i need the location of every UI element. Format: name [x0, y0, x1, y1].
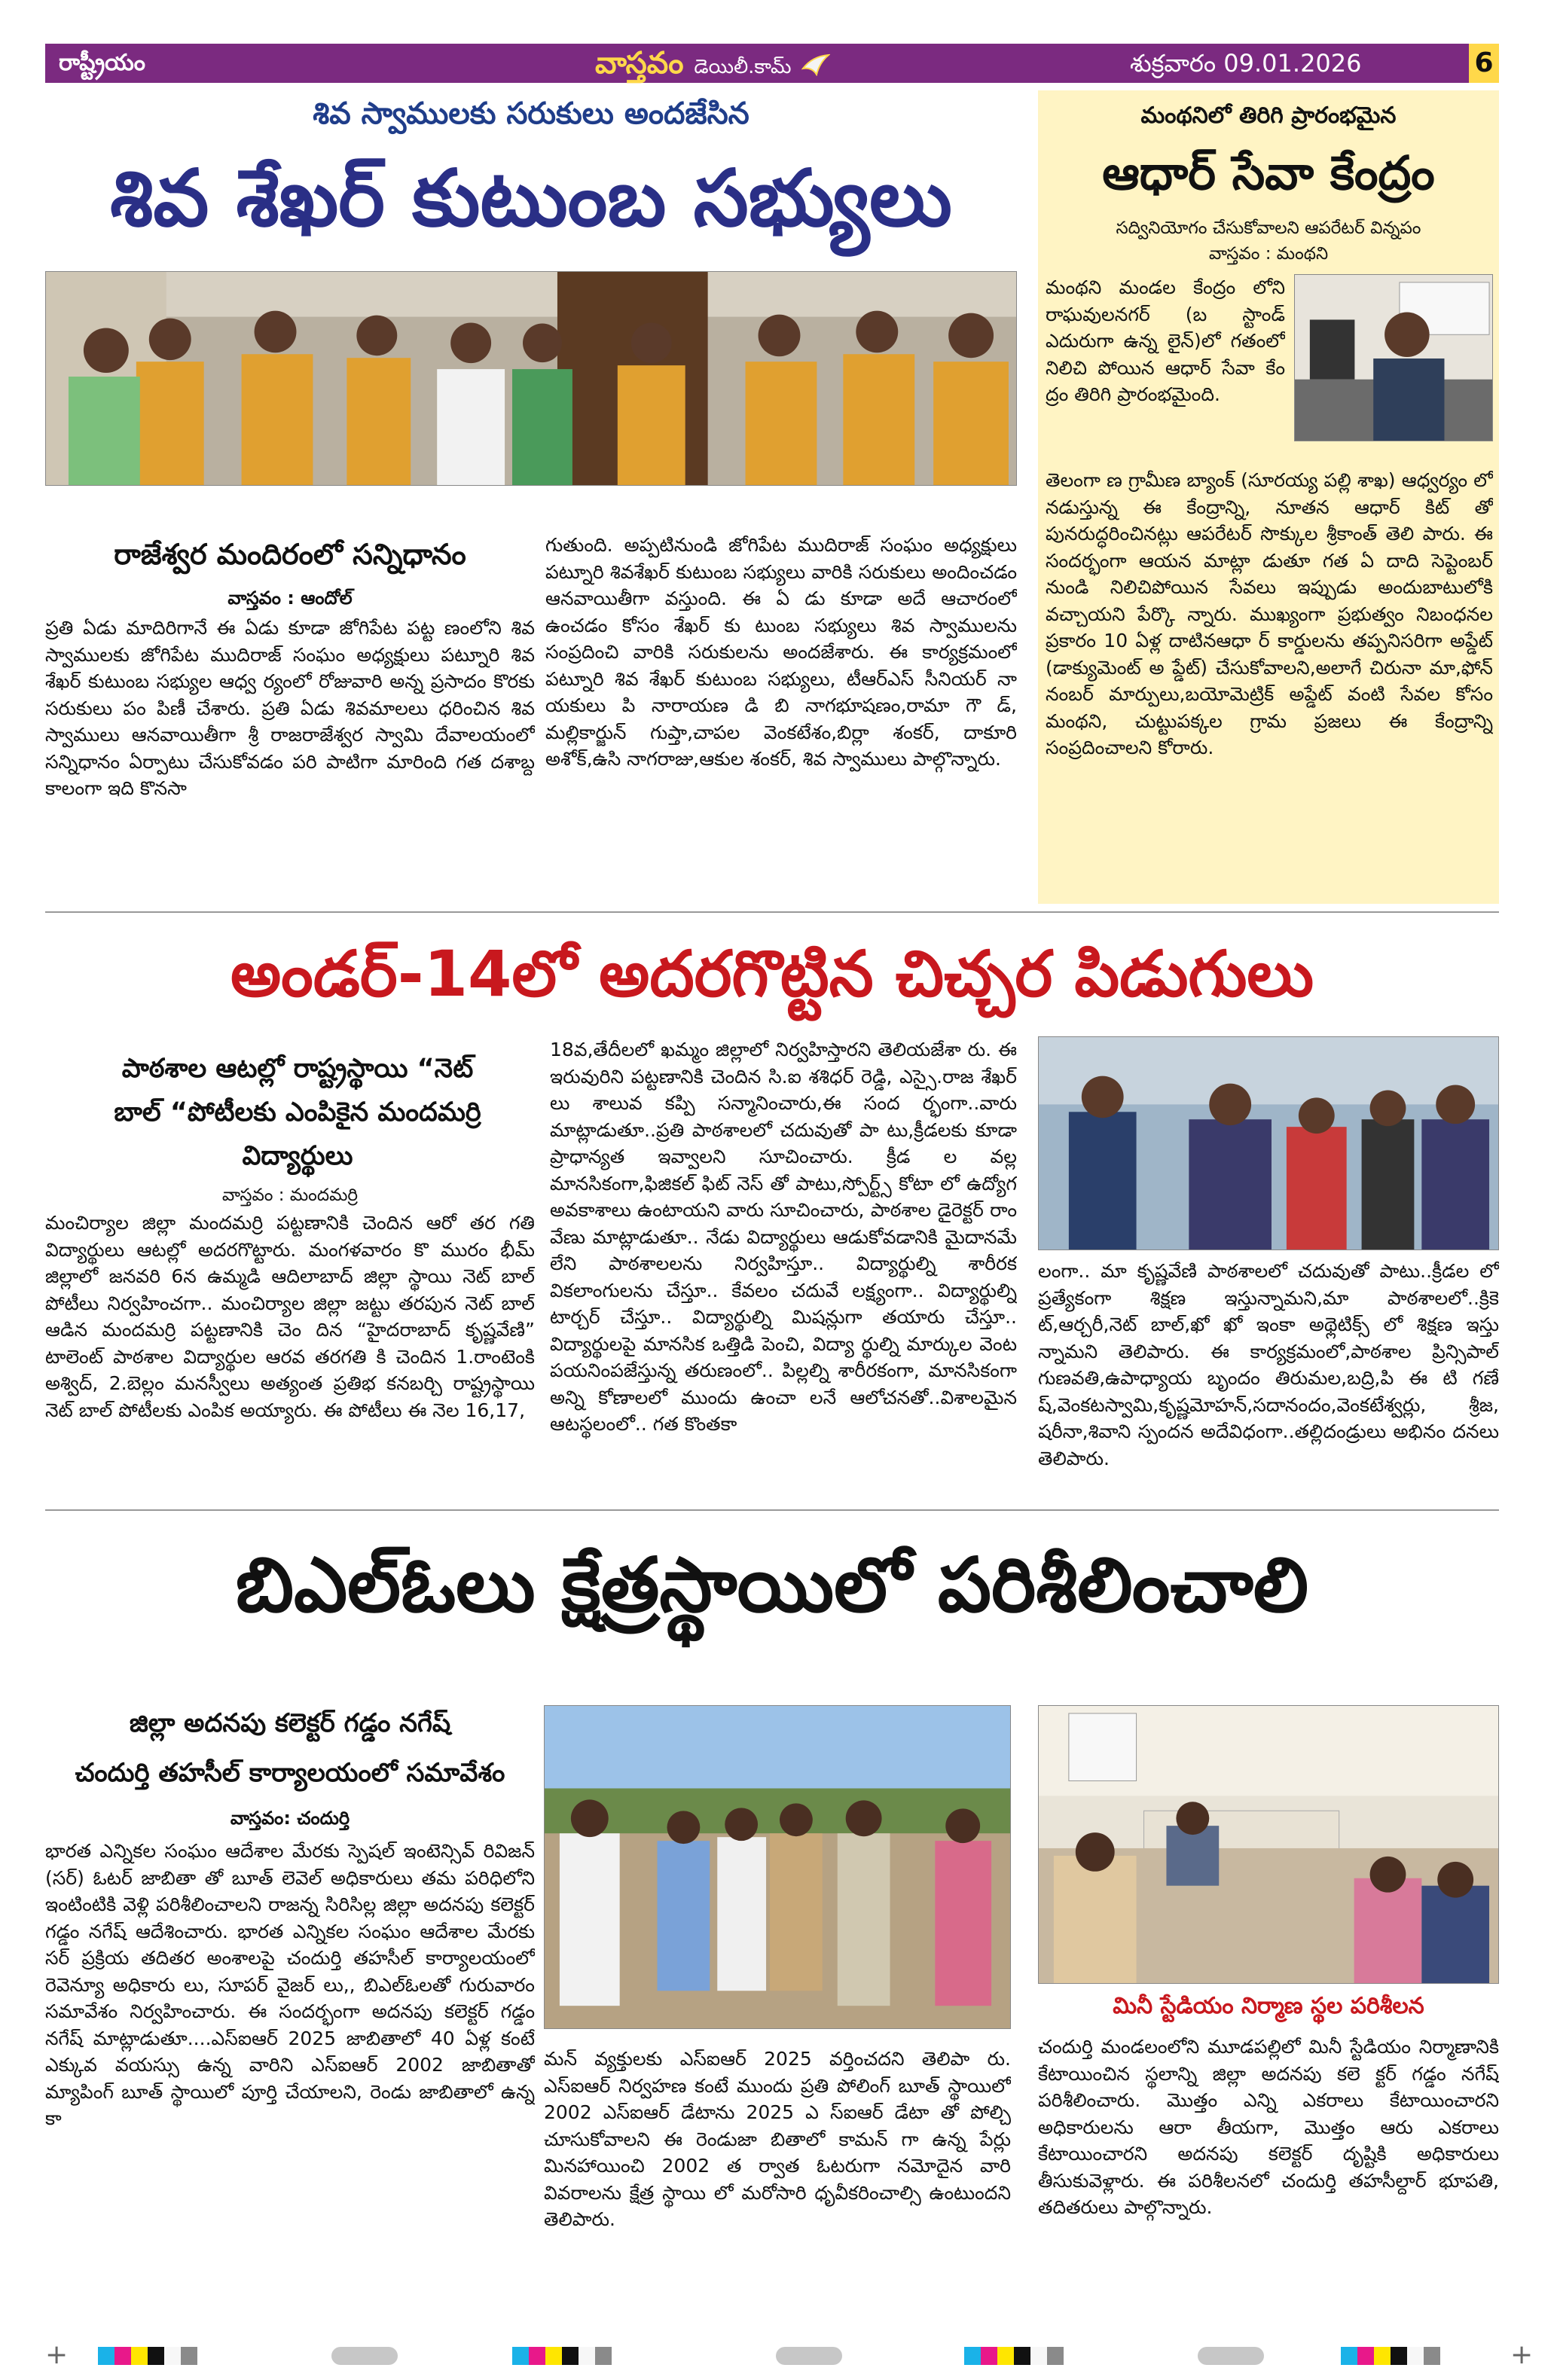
color-bar-1 [98, 2347, 197, 2365]
registration-pill-2 [776, 2347, 842, 2365]
story3-dateline: వాస్తవం : మందమర్రి [221, 1185, 359, 1205]
story4-subhead-2: చందుర్తి తహసీల్ కార్యాలయంలో సమావేశం [75, 1758, 505, 1788]
story2-dateline: వాస్తవం : మంథని [1208, 244, 1329, 264]
story4-subhead-1: జిల్లా అదనపు కలెక్టర్ గడ్డం నగేష్ [129, 1708, 451, 1738]
story1-kicker: శివ స్వాములకు సరుకులు అందజేసిన [313, 96, 749, 131]
story1-body-col1: ప్రతి ఏడు మాదిరిగానే ఈ ఏడు కూడా జోగిపేట పట్ట ణంలోని శివ స్వాములకు జోగిపేట ముదిరాజ్ సంఘం అధ్యక్షులు పట్నూరి శివ శేఖర్ కుటుంబ సభ్యుల ఆధ్వ ర్యంలో రోజువారి అన్న ప్రసాదం కొరకు సరుకులు పం పిణీ చేశారు. ప్రతి ఏడు శివమాలలు ధరించిన శివ స్వాములు ఆనవాయితీగా శ్రీ రాజరాజేశ్వర స్వామి దేవాలయంలో సన్నిధానం ఏర్పాటు చేసుకోవడం పరి పాటిగా మారింది గత దశాబ్ద కాలంగా ఇది కొనసా [45, 617, 535, 799]
registration-pill-3 [1198, 2347, 1264, 2365]
story2-photo [1294, 274, 1493, 441]
registration-pill-1 [331, 2347, 398, 2365]
section-divider-1 [45, 911, 1499, 913]
story4-body-col3: చందుర్తి మండలంలోని మూడపల్లిలో మినీ స్టేడియం నిర్మాణానికి కేటాయించిన స్థలాన్ని జిల్లా అదనపు కలె క్టర్ గడ్డం నగేష్ పరిశీలించారు. మొత్తం ఎన్ని ఎకరాలు కేటాయించారని అధికారులను ఆరా తీయగా, మొత్తం ఆరు ఎకరాలు కేటాయించారని అదనపు కలెక్టర్ దృష్టికి అధికారులు తీసుకువెళ్లారు. ఈ పరిశీలనలో చందుర్తి తహసీల్దార్ భూపతి, తదితరులు పాల్గొన్నారు. [1038, 2036, 1499, 2218]
color-bar-2 [512, 2347, 612, 2365]
story4-photo-meeting [1038, 1705, 1499, 1984]
brand-name: వాస్తవం [595, 46, 684, 81]
story4-body-col2: మన్ వ్యక్తులకు ఎస్ఐఆర్ 2025 వర్తించదని తెలిపా రు. ఎస్ఐఆర్ నిర్వహణ కంటే ముందు ప్రతి పోలింగ్ బూత్ స్థాయిలో 2002 ఎస్ఐఆర్ డేటాను 2025 ఎ స్ఐఆర్ డేటా తో పోల్చి చూసుకోవాలని ఈ రెండుజా బితాలో కామన్ గా ఉన్న పేర్లు మినహాయించి 2002 త ర్వాత ఓటరుగా నమోదైన వారి వివరాలను క్షేత్ర స్థాయి లో మరోసారి ధృవీకరించాల్సి ఉంటుందని తెలిపారు. [544, 2048, 1011, 2230]
story2-body: తెలంగా ణ గ్రామీణ బ్యాంక్ (సూరయ్య పల్లి శాఖ) ఆధ్వర్యం లో నడుస్తున్న ఈ కేంద్రాన్ని, నూతన ఆధార్ కిట్ తో పునరుద్ధరించినట్లు ఆపరేటర్ సొక్కుల శ్రీకాంత్ తెలి పారు. ఈ సందర్భంగా ఆయన మాట్లా డుతూ గత ఏ దాది సెప్టెంబర్ నుండి నిలిచిపోయిన సేవలు ఇప్పుడు అందుబాటులోకి వచ్చాయని పేర్కొ న్నారు. ముఖ్యంగా ప్రభుత్వం నిబంధనల ప్రకారం 10 ఏళ్ల దాటినఆధా ర్ కార్డులను తప్పనిసరిగా అప్డేట్ (డాక్యుమెంట్ అ ప్డేట్) చేసుకోవాలని,అలాగే చిరునా మా,ఫోన్ నంబర్ మార్పులు,బయోమెట్రిక్ అప్డేట్ వంటి సేవల కోసం మంథని, చుట్టుపక్కల గ్రామ ప్రజలు ఈ కేంద్రాన్ని సంప్రదించాలని కోరారు. [1046, 469, 1493, 758]
registration-cross-left: + [45, 2339, 69, 2370]
story2-lead: మంథని మండల కేంద్రం లోని రాఘవులనగర్ (బ స్టాండ్ ఎదురుగా ఉన్న లైన్)లో గతంలో నిలిచి పోయిన ఆధార్ సేవా కేం ద్రం తిరిగి ప్రారంభమైంది. [1046, 276, 1285, 405]
story3-body-col3: లంగా.. మా కృష్ణవేణి పాఠశాలలో చదువుతో పాటు..క్రీడల లో ప్రత్యేకంగా శిక్షణ ఇస్తున్నామని,మా పాఠశాలలో..క్రికె ట్,ఆర్చరీ,నెట్ బాల్,ఖో ఖో ఇంకా అథ్లెటిక్స్ లో శిక్షణ ఇస్తు న్నామని తెలిపారు. ఈ కార్యక్రమంలో,పాఠశాల ప్రిన్సిపాల్ గుణవతి,ఉపాధ్యాయ బృందం తిరుమల,బద్రి,పి ఈ టి గణే ష్,వెంకటస్వామి,కృష్ణమోహన్,సదానందం,వెంకటేశ్వర్లు, శ్రీజ, షరీనా,శివాని స్పందన అదేవిధంగా..తల్లిదండ్రులు అభినం దనలు తెలిపారు. [1038, 1260, 1499, 1469]
story3-headline: అండర్-14లో అదరగొట్టిన చిచ్చర పిడుగులు [230, 937, 1314, 1011]
story3-body-col1: మంచిర్యాల జిల్లా మందమర్రి పట్టణానికి చెందిన ఆరో తర గతి విద్యార్థులు ఆటల్లో అదరగొట్టారు. మంగళవారం కొ మురం భీమ్ జిల్లాలో జనవరి 6న ఉమ్మడి ఆదిలాబాద్ జిల్లా స్థాయి నెట్ బాల్ పోటీలు నిర్వహించగా.. మంచిర్యాల జిల్లా జట్టు తరపున నెట్ బాల్ ఆడిన మందమర్రి పట్టణానికి చెం దిన “హైదరాబాద్ కృష్ణవేణి” టాలెంట్ పాఠశాల విద్యార్థుల ఆరవ తరగతి కి చెందిన 1.రాంటెంకి అశ్విద్, 2.బెల్లం మనస్వీలు అత్యంత ప్రతిభ కనబర్చి రాష్ట్రస్థాయి నెట్ బాల్ పోటీలకు ఎంపిక అయ్యారు. ఈ పోటీలు ఈ నెల 16,17, [45, 1212, 535, 1421]
story2-headline: ఆధార్ సేవా కేంద్రం [1102, 145, 1435, 200]
story3-photo [1038, 1036, 1499, 1250]
story4-dateline: వాస్తవం: చందుర్తి [230, 1808, 350, 1829]
section-name: రాష్ట్రీయం [59, 50, 145, 76]
brand-suffix: డెయిలీ.కామ్ [694, 56, 792, 78]
color-bar-3 [964, 2347, 1064, 2365]
story1-body-col2: గుతుంది. అప్పటినుండి జోగిపేట ముదిరాజ్ సంఘం అధ్యక్షులు పట్నూరి శివశేఖర్ కుటుంబ సభ్యులు వారికి సరుకులు అందించడం ఆనవాయితీగా వస్తుంది. ఈ ఏ డు కూడా అదే ఆచారంలో ఉంచడం కోసం శేఖర్ కు టుంబ సభ్యులు శివ స్వాములను సంప్రదించి వారికి సరుకులను అందజేశారు. ఈ కార్యక్రమంలో పట్నూరి శివ శేఖర్ కుటుంబ సభ్యులు, టీఆర్ఎస్ సీనియర్ నా యకులు పి నారాయణ డి బి నాగభూషణం,రామా గౌ డ్, మల్లికార్జున్ గుప్తా,చాపల వెంకటేశం,బిర్లా శంకర్, దాకూరి అశోక్,ఉసి నాగరాజు,ఆకుల శంకర్, శివ స్వాములు పాల్గొన్నారు. [545, 534, 1017, 770]
issue-date: శుక్రవారం 09.01.2026 [1130, 49, 1362, 78]
story1-headline: శివ శేఖర్ కుటుంబ సభ్యులు [110, 152, 952, 244]
story2-subhead: సద్వినియోగం చేసుకోవాలని ఆపరేటర్ విన్నపం [1116, 218, 1421, 238]
registration-cross-right: + [1510, 2339, 1534, 2370]
page-number: 6 [1469, 44, 1499, 83]
section-divider-2 [45, 1509, 1499, 1511]
story4-body-col1: భారత ఎన్నికల సంఘం ఆదేశాల మేరకు స్పెషల్ ఇంటెన్సివ్ రివిజన్ (సర్) ఓటర్ జాబితా తో బూత్ లెవెల్ అధికారులు తమ పరిధిలోని ఇంటింటికి వెళ్లి పరిశీలించాలని రాజన్న సిరిసిల్ల జిల్లా అదనపు కలెక్టర్ గడ్డం నగేష్ ఆదేశించారు. భారత ఎన్నికల సంఘం ఆదేశాల మేరకు సర్ ప్రక్రియ తదితర అంశాలపై చందుర్తి తహసీల్ కార్యాలయంలో రెవెన్యూ అధికారు లు, సూపర్ వైజర్ లు,, బిఎల్ఓలతో గురువారం సమావేశం నిర్వహించారు. ఈ సందర్భంగా అదనపు కలెక్టర్ గడ్డం నగేష్ మాట్లాడుతూ....ఎస్ఐఆర్ 2025 జాబితాలో 40 ఏళ్ల కంటే ఎక్కువ వయస్సు ఉన్న వారిని ఎస్ఐఆర్ 2002 జాబితాతో మ్యాపింగ్ బూత్ స్థాయిలో పూర్తి చేయాలని, రెండు జాబితాలో ఉన్న కా [45, 1840, 535, 2129]
story1-photo [45, 271, 1017, 486]
story2-kicker: మంథనిలో తిరిగి ప్రారంభమైన [1140, 102, 1397, 129]
masthead-logo [595, 42, 830, 84]
story4-headline: బిఎల్ఓలు క్షేత్రస్థాయిలో పరిశీలించాలి [235, 1541, 1309, 1629]
story1-dateline: వాస్తవం : ఆందోల్ [227, 587, 353, 609]
color-bar-4 [1341, 2347, 1440, 2365]
story4-photo-caption: మినీ స్టేడియం నిర్మాణ స్థల పరిశీలన [1113, 1993, 1424, 2019]
story1-subhead: రాజేశ్వర మందిరంలో సన్నిధానం [114, 538, 466, 571]
bird-icon [801, 53, 830, 76]
story3-body-col2: 18వ,తేదీలలో ఖమ్మం జిల్లాలో నిర్వహిస్తారని తెలియజేశా రు. ఈ ఇరువురిని పట్టణానికి చెందిన సి.ఐ శశిధర్ రెడ్డి, ఎస్సై.రాజ శేఖర్ లు శాలువ కప్పి సన్మానించారు,ఈ సంద ర్భంగా..వారు మాట్లాడుతూ..ప్రతి పాఠశాలలో చదువుతో పా టు,క్రీడలకు కూడా ప్రాధాన్యత ఇవ్వాలని సూచించారు. క్రీడ ల వల్ల మానసికంగా,ఫిజికల్ ఫిట్ నెస్ తో పాటు,స్పోర్ట్స్ కోటా లో ఉద్యోగ అవకాశాలు ఉంటాయని వారు సూచించారు, పాఠశాల డైరెక్టర్ రాం వేణు మాట్లాడుతూ.. నేడు విద్యార్థులు ఆడుకోవడానికి మైదానమే లేని పాఠశాలలను నిర్వహిస్తూ.. విద్యార్థుల్ని శారీరక వికలాంగులను చేస్తూ.. కేవలం చదువే లక్ష్యంగా.. విద్యార్థుల్ని టార్చర్ చేస్తూ.. విద్యార్థుల్ని మిషన్లుగా తయారు చేస్తూ.. విద్యార్థులపై మానసిక ఒత్తిడి పెంచి, విద్యా ర్థుల్ని మార్కుల వెంట పయనింపజేస్తున్న తరుణంలో.. పిల్లల్ని శారీరకంగా, మానసికంగా అన్ని కోణాలలో ముందు ఉంచా లనే ఆలోచనతో..విశాలమైన ఆటస్థలంలో.. గత కొంతకా [550, 1039, 1017, 1435]
story3-subhead: పాఠశాల ఆటల్లో రాష్ట్రస్థాయి “నెట్ బాల్ “పోటీలకు ఎంపికైన మందమర్రి విద్యార్థులు [114, 1054, 481, 1171]
story4-photo-field [544, 1705, 1011, 2029]
